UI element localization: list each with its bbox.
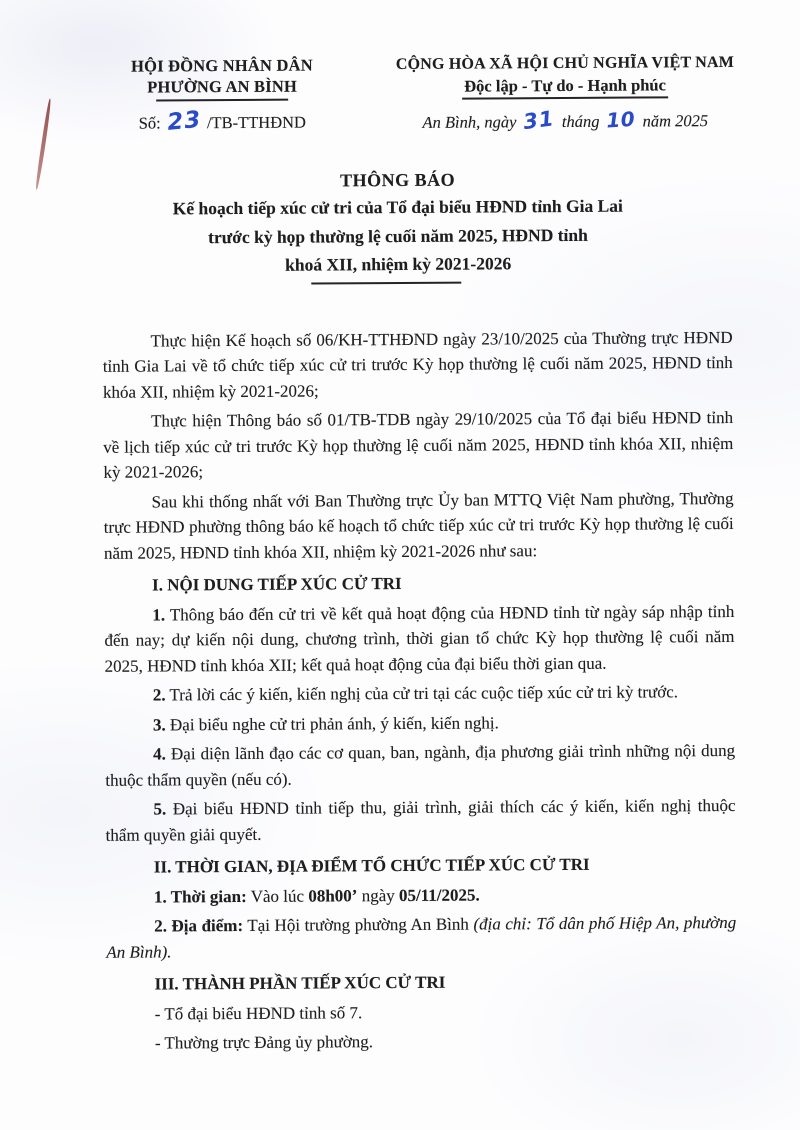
place-text: Tại Hội trường phường An Bình	[247, 914, 469, 935]
section-1-item-1	[104, 598, 734, 678]
item-number: 3.	[152, 714, 166, 735]
section-1-item-3	[105, 708, 735, 737]
item-text: Đại biểu HĐND tỉnh tiếp thu, giải trình, giải thích các ý kiến, kiến nghị thuộc thẩm quyền giải quyết.	[105, 795, 736, 845]
document-header	[0, 0, 797, 135]
item-text: Đại diện lãnh đạo các cơ quan, ban, ngành, địa phương giải trình những nội dung thuộc thẩm quyền (nếu có).	[105, 740, 736, 790]
document-body	[103, 324, 737, 1056]
document-number-line	[79, 107, 365, 135]
preamble-paragraph-2: Thực hiện Thông báo số 01/TB-TDB ngày 29/10/2025 của Tổ đại biểu HĐND tỉnh về lịch tiếp xúc cử tri trước Kỳ họp thường lệ cuối năm 2025, HĐND tỉnh khóa XII, nhiệm kỳ 2021-2026;	[103, 407, 734, 482]
title-underline-rule	[311, 281, 461, 284]
document-number-suffix: /TB-TTHĐND	[206, 112, 306, 133]
title-subtitle-line3: khoá XII, nhiệm kỳ 2021-2026	[285, 253, 512, 275]
preamble-paragraph-1: Thực hiện Kế hoạch số 06/KH-TTHĐND ngày 23/10/2025 của Thường trực HĐND tỉnh Gia Lai về tổ chức tiếp xúc cử tri trước Kỳ họp thường lệ cuối năm 2025, HĐND tỉnh khóa XII, nhiệm kỳ 2021-2026;	[102, 327, 733, 402]
issuing-agency-block	[79, 54, 365, 135]
national-header-block	[365, 52, 765, 133]
section-2-place-line	[106, 910, 736, 965]
date-prefix: An Bình, ngày	[422, 112, 517, 132]
title-subtitle-line2: trước kỳ họp thường lệ cuối năm 2025, HĐND tỉnh	[208, 224, 588, 247]
time-pre-text: Vào lúc	[250, 886, 305, 906]
item-text: Thông báo đến cử tri về kết quả hoạt động của HĐND tỉnh từ ngày sáp nhập tỉnh đến nay; dự kiến nội dung, chương trình, thời gian tổ chức Kỳ họp thường lệ cuối năm 2025, HĐND tỉnh khóa XII; kết quả hoạt động của đại biểu thời gian qua.	[104, 601, 735, 676]
title-block	[0, 165, 798, 286]
section-1-item-4	[105, 738, 735, 793]
section-1-item-5	[105, 793, 735, 848]
national-motto-wrap	[365, 75, 765, 100]
date-year-label: năm 2025	[642, 111, 709, 131]
item-text: Trả lời các ý kiến, kiến nghị của cử tri tại các cuộc tiếp xúc cử tri kỳ trước.	[169, 682, 679, 705]
issuing-agency-parent: HỘI ĐỒNG NHÂN DÂN	[131, 55, 313, 76]
item-number: 4.	[153, 744, 166, 764]
item-text: Đại biểu nghe cử tri phản ánh, ý kiến, kiến nghị.	[169, 712, 499, 734]
item-number: 5.	[153, 799, 167, 819]
place-address-note: (địa chỉ: Tổ dân phố Hiệp An, phường An Bình).	[106, 912, 737, 962]
section-3-heading: III. THÀNH PHẦN TIẾP XÚC CỬ TRI	[154, 972, 446, 994]
place-label: 2. Địa điểm:	[154, 915, 244, 936]
section-1-heading: I. NỘI DUNG TIẾP XÚC CỬ TRI	[152, 573, 402, 595]
place-date-line	[365, 107, 765, 133]
preamble-paragraph-3: Sau khi thống nhất với Ban Thường trực Ủy ban MTTQ Việt Nam phường, Thường trực HĐND phường thông báo kế hoạch tổ chức tiếp xúc cử tri trước Kỳ họp thường lệ cuối năm 2025, HĐND tỉnh khóa XII, nhiệm kỳ 2021-2026 như sau:	[103, 488, 734, 563]
time-value: 08h00’	[308, 885, 358, 906]
item-number: 1.	[152, 604, 166, 625]
section-1-item-2	[105, 679, 735, 708]
issuer-underline-rule	[156, 99, 288, 102]
section-3-item-1: - Tổ đại biểu HĐND tỉnh số 7.	[154, 1002, 363, 1024]
handwritten-day: 31	[522, 106, 557, 135]
time-label: 1. Thời gian:	[153, 886, 247, 907]
date-month-label: tháng	[561, 111, 600, 132]
time-date-value: 05/11/2025.	[398, 885, 480, 905]
section-2-heading: II. THỜI GIAN, ĐỊA ĐIỂM TỔ CHỨC TIẾP XÚC CỬ TRI	[153, 854, 590, 877]
handwritten-document-number: 23	[165, 106, 202, 136]
handwritten-month: 10	[605, 106, 637, 133]
title-subtitle-line1: Kế hoạch tiếp xúc cử tri của Tổ đại biểu HĐND tỉnh Gia Lai	[172, 195, 623, 219]
national-name-line: CỘNG HÒA XÃ HỘI CHỦ NGHĨA VIỆT NAM	[395, 53, 735, 74]
document-number-label: Số:	[138, 113, 161, 133]
national-motto-line: Độc lập - Tự do - Hạnh phúc	[462, 75, 668, 99]
section-3-item-2: - Thường trực Đảng ủy phường.	[154, 1032, 374, 1053]
time-mid-text: ngày	[361, 885, 395, 905]
section-2-time-line	[106, 880, 736, 909]
item-number: 2.	[152, 685, 166, 705]
issuing-agency-name: PHƯỜNG AN BÌNH	[147, 76, 298, 97]
document-type-title: THÔNG BÁO	[340, 169, 456, 191]
